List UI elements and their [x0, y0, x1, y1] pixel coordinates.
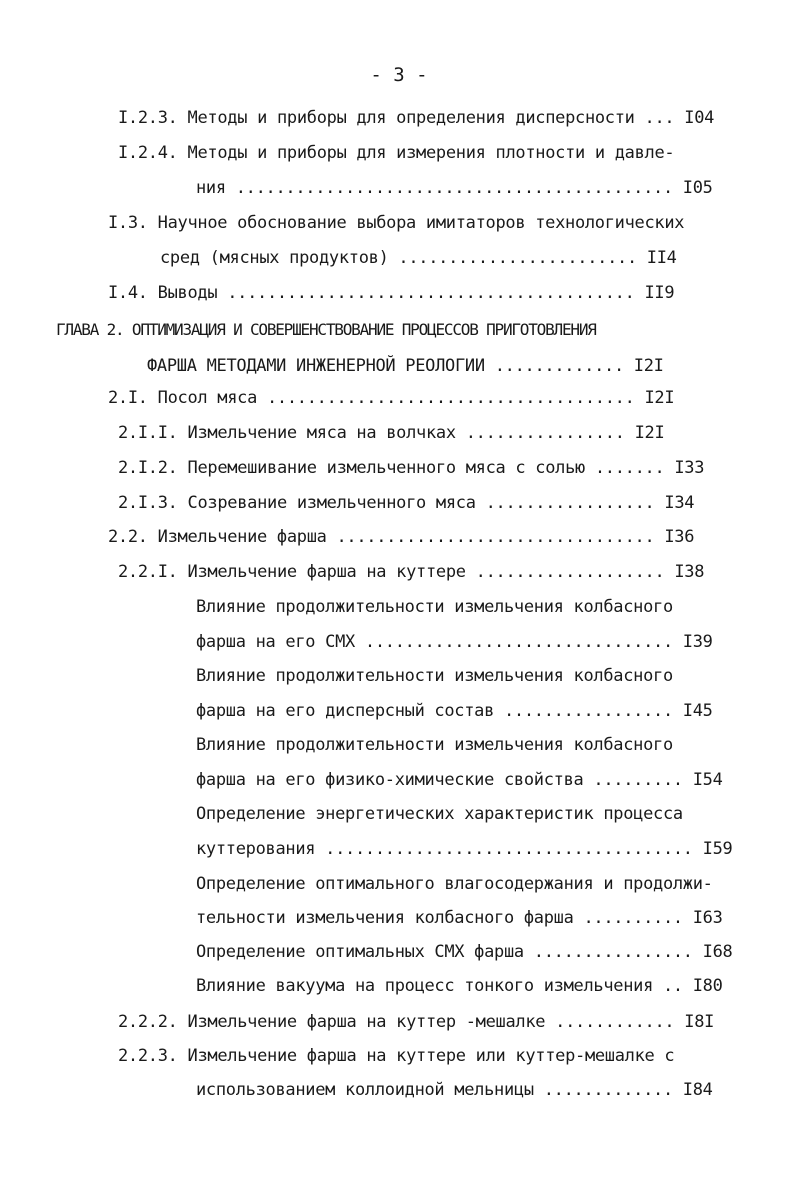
toc-subentry: Определение энергетических характеристик процесса — [196, 804, 683, 824]
toc-subentry: Влияние продолжительности измельчения колбасного — [196, 666, 673, 686]
toc-subentry-continuation: фарша на его СМХ ............................... I39 — [196, 632, 713, 652]
toc-subentry: Влияние вакуума на процесс тонкого измельчения .. I80 — [196, 976, 723, 996]
toc-entry-continuation: ния ............................................ I05 — [196, 178, 713, 198]
toc-subentry-continuation: куттерования ..................................... I59 — [196, 839, 733, 859]
toc-subentry: Определение оптимального влагосодержания и продолжи- — [196, 874, 713, 894]
toc-entry: 2.I.I. Измельчение мяса на волчках ................ I2I — [118, 423, 665, 443]
toc-subentry-continuation: фарша на его дисперсный состав ................. I45 — [196, 701, 713, 721]
toc-subentry: Определение оптимальных СМХ фарша ................ I68 — [196, 942, 733, 962]
toc-entry: I.2.3. Методы и приборы для определения дисперсности ... I04 — [118, 108, 715, 128]
toc-subentry: Влияние продолжительности измельчения колбасного — [196, 735, 673, 755]
page-number: - 3 - — [370, 64, 428, 86]
chapter-heading: ГЛАВА 2. ОПТИМИЗАЦИЯ И СОВЕРШЕНСТВОВАНИЕ ПРОЦЕССОВ ПРИГОТОВЛЕНИЯ — [56, 320, 596, 339]
toc-entry: 2.I. Посол мяса ..................................... I2I — [108, 388, 675, 408]
toc-subentry-continuation: тельности измельчения колбасного фарша .......... I63 — [196, 908, 723, 928]
toc-entry: 2.2.2. Измельчение фарша на куттер -мешалке ............ I8I — [118, 1012, 715, 1032]
chapter-heading-continuation: ФАРША МЕТОДАМИ ИНЖЕНЕРНОЙ РЕОЛОГИИ ............. I2I — [147, 356, 664, 376]
toc-entry-continuation: сред (мясных продуктов) ........................ II4 — [160, 248, 677, 268]
toc-entry: 2.I.2. Перемешивание измельченного мяса с солью ....... I33 — [118, 458, 705, 478]
toc-subentry: Влияние продолжительности измельчения колбасного — [196, 597, 673, 617]
toc-entry: 2.2.3. Измельчение фарша на куттере или куттер-мешалке с — [118, 1046, 675, 1066]
toc-entry: 2.2.I. Измельчение фарша на куттере ................... I38 — [118, 562, 705, 582]
toc-entry: I.4. Выводы ......................................... II9 — [108, 283, 675, 303]
toc-entry-continuation: использованием коллоидной мельницы ............. I84 — [196, 1080, 713, 1100]
toc-entry: 2.2. Измельчение фарша ................................ I36 — [108, 527, 695, 547]
toc-entry: I.2.4. Методы и приборы для измерения плотности и давле- — [118, 143, 675, 163]
toc-entry: I.3. Научное обоснование выбора имитаторов технологических — [108, 213, 685, 233]
toc-subentry-continuation: фарша на его физико-химические свойства ......... I54 — [196, 770, 723, 790]
toc-entry: 2.I.3. Созревание измельченного мяса ................. I34 — [118, 493, 695, 513]
